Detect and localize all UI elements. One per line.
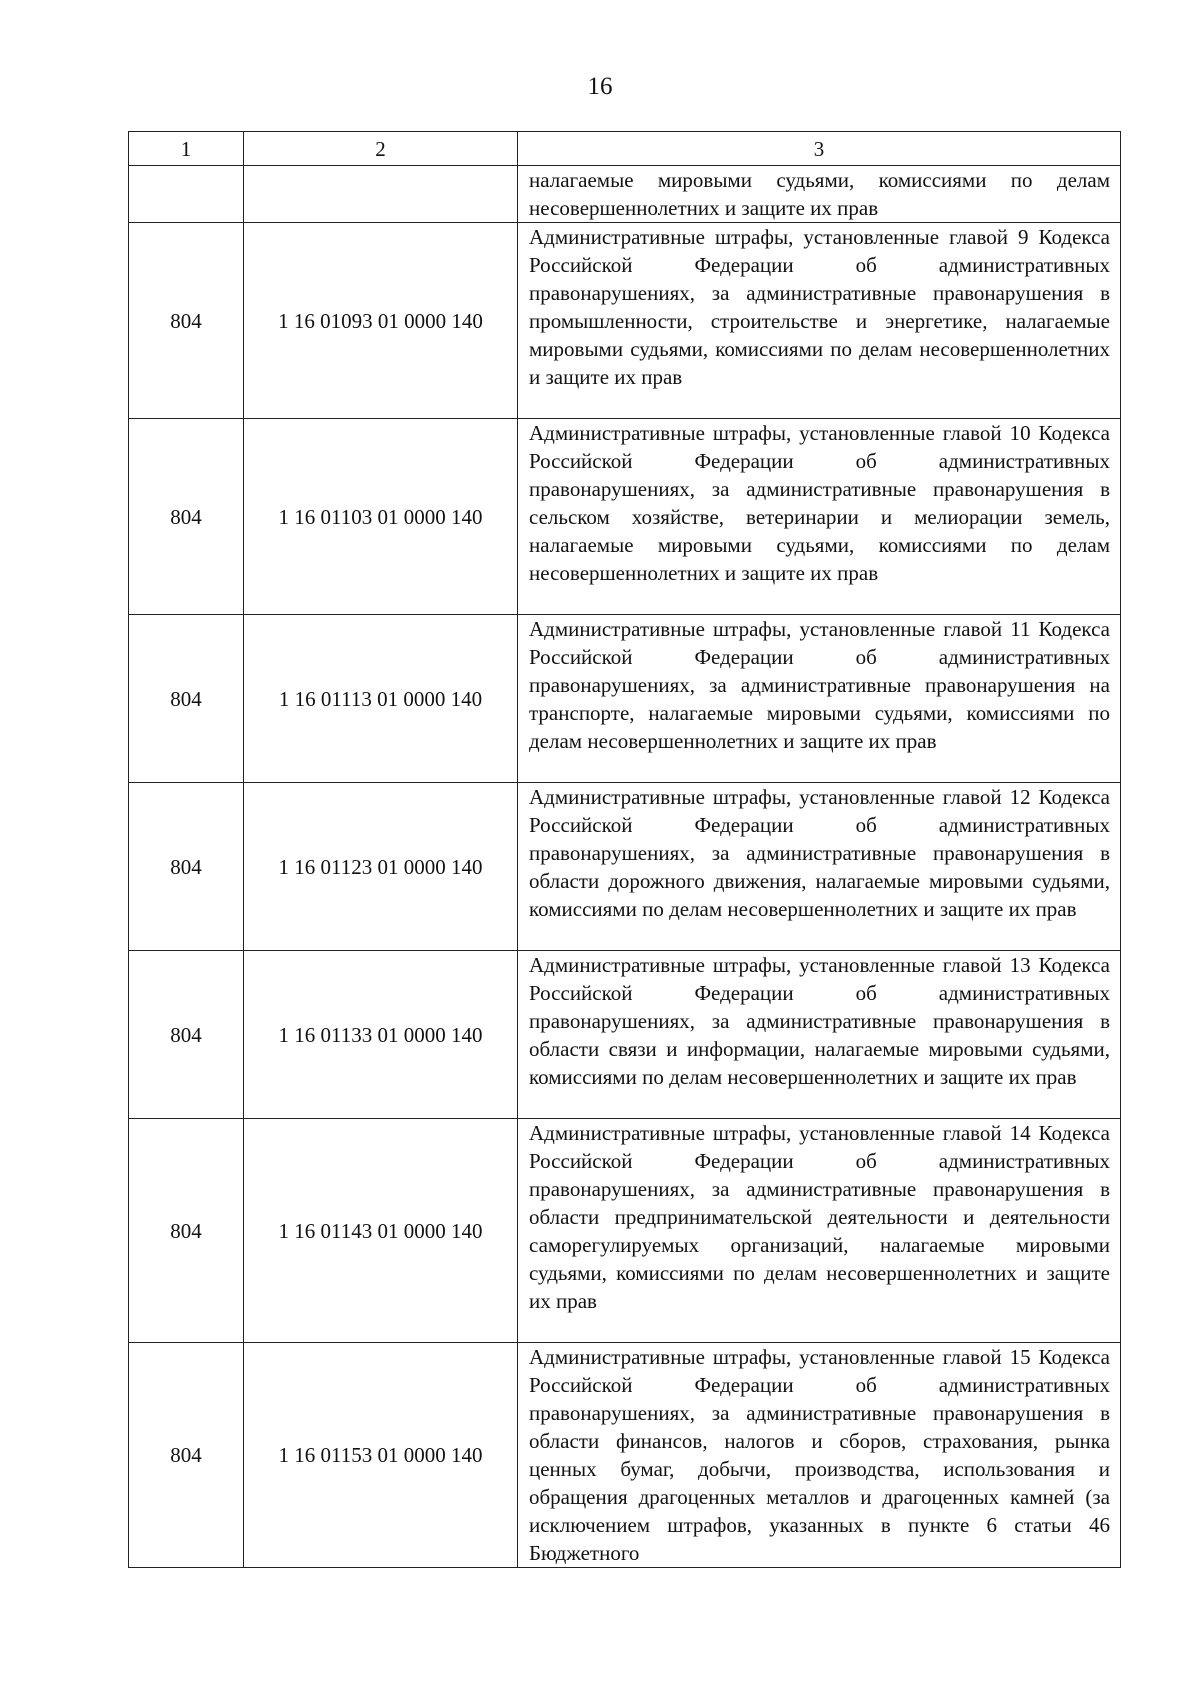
budget-code-cell: 1 16 01143 01 0000 140 [244, 1119, 518, 1343]
table-row [129, 419, 1121, 615]
description-cell [518, 615, 1121, 783]
table-row [129, 166, 1121, 223]
budget-code-cell: 1 16 01133 01 0000 140 [244, 951, 518, 1119]
table-header-row [129, 132, 1121, 166]
column-header-2: 2 [244, 132, 518, 166]
description-cell [518, 951, 1121, 1119]
description-cell [518, 419, 1121, 615]
description-text: Административные штрафы, установленные главой 12 Кодекса Российской Федерации об административных правонарушениях, за административные правонарушения в области дорожного движения, налагаемые мировыми судьями, комиссиями по делам несовершеннолетних и защите их прав [529, 785, 1110, 921]
table-row [129, 615, 1121, 783]
admin-code-cell: 804 [129, 223, 244, 419]
admin-code-cell: 804 [129, 1119, 244, 1343]
budget-code-cell: 1 16 01153 01 0000 140 [244, 1343, 518, 1568]
admin-code-cell: 804 [129, 615, 244, 783]
description-text: Административные штрафы, установленные главой 14 Кодекса Российской Федерации об административных правонарушениях, за административные правонарушения в области предпринимательской деятельности и деятельности саморегулируемых организаций, налагаемые мировыми судьями, комиссиями по делам несовершеннолетних и защите их прав [529, 1121, 1110, 1313]
budget-code-cell: 1 16 01093 01 0000 140 [244, 223, 518, 419]
description-cell [518, 166, 1121, 223]
description-text: Административные штрафы, установленные главой 13 Кодекса Российской Федерации об административных правонарушениях, за административные правонарушения в области связи и информации, налагаемые мировыми судьями, комиссиями по делам несовершеннолетних и защите их прав [529, 953, 1110, 1089]
admin-code-cell: 804 [129, 419, 244, 615]
admin-code-cell: 804 [129, 951, 244, 1119]
column-header-1: 1 [129, 132, 244, 166]
budget-code-cell [244, 166, 518, 223]
budget-code-cell: 1 16 01103 01 0000 140 [244, 419, 518, 615]
description-text: налагаемые мировыми судьями, комиссиями по делам несовершеннолетних и защите их прав [529, 168, 1110, 220]
table-row [129, 783, 1121, 951]
table-row [129, 1343, 1121, 1568]
description-text: Административные штрафы, установленные главой 9 Кодекса Российской Федерации об административных правонарушениях, за административные правонарушения в промышленности, строительстве и энергетике, налагаемые мировыми судьями, комиссиями по делам несовершеннолетних и защите их прав [529, 225, 1110, 389]
budget-codes-table [128, 131, 1121, 1568]
description-cell [518, 223, 1121, 419]
description-text: Административные штрафы, установленные главой 11 Кодекса Российской Федерации об административных правонарушениях, за административные правонарушения на транспорте, налагаемые мировыми судьями, комиссиями по делам несовершеннолетних и защите их прав [529, 617, 1110, 753]
admin-code-cell: 804 [129, 783, 244, 951]
table-row [129, 1119, 1121, 1343]
budget-code-cell: 1 16 01123 01 0000 140 [244, 783, 518, 951]
column-header-3: 3 [518, 132, 1121, 166]
description-cell [518, 1343, 1121, 1568]
description-cell [518, 783, 1121, 951]
description-text: Административные штрафы, установленные главой 10 Кодекса Российской Федерации об административных правонарушениях, за административные правонарушения в сельском хозяйстве, ветеринарии и мелиорации земель, налагаемые мировыми судьями, комиссиями по делам несовершеннолетних и защите их прав [529, 421, 1110, 585]
table-row [129, 223, 1121, 419]
admin-code-cell [129, 166, 244, 223]
description-text: Административные штрафы, установленные главой 15 Кодекса Российской Федерации об административных правонарушениях, за административные правонарушения в области финансов, налогов и сборов, страхования, рынка ценных бумаг, добычи, производства, использования и обращения драгоценных металлов и драгоценных камней (за исключением штрафов, указанных в пункте 6 статьи 46 Бюджетного [529, 1345, 1110, 1565]
budget-code-cell: 1 16 01113 01 0000 140 [244, 615, 518, 783]
page-number: 16 [587, 73, 613, 100]
admin-code-cell: 804 [129, 1343, 244, 1568]
table-row [129, 951, 1121, 1119]
description-cell [518, 1119, 1121, 1343]
